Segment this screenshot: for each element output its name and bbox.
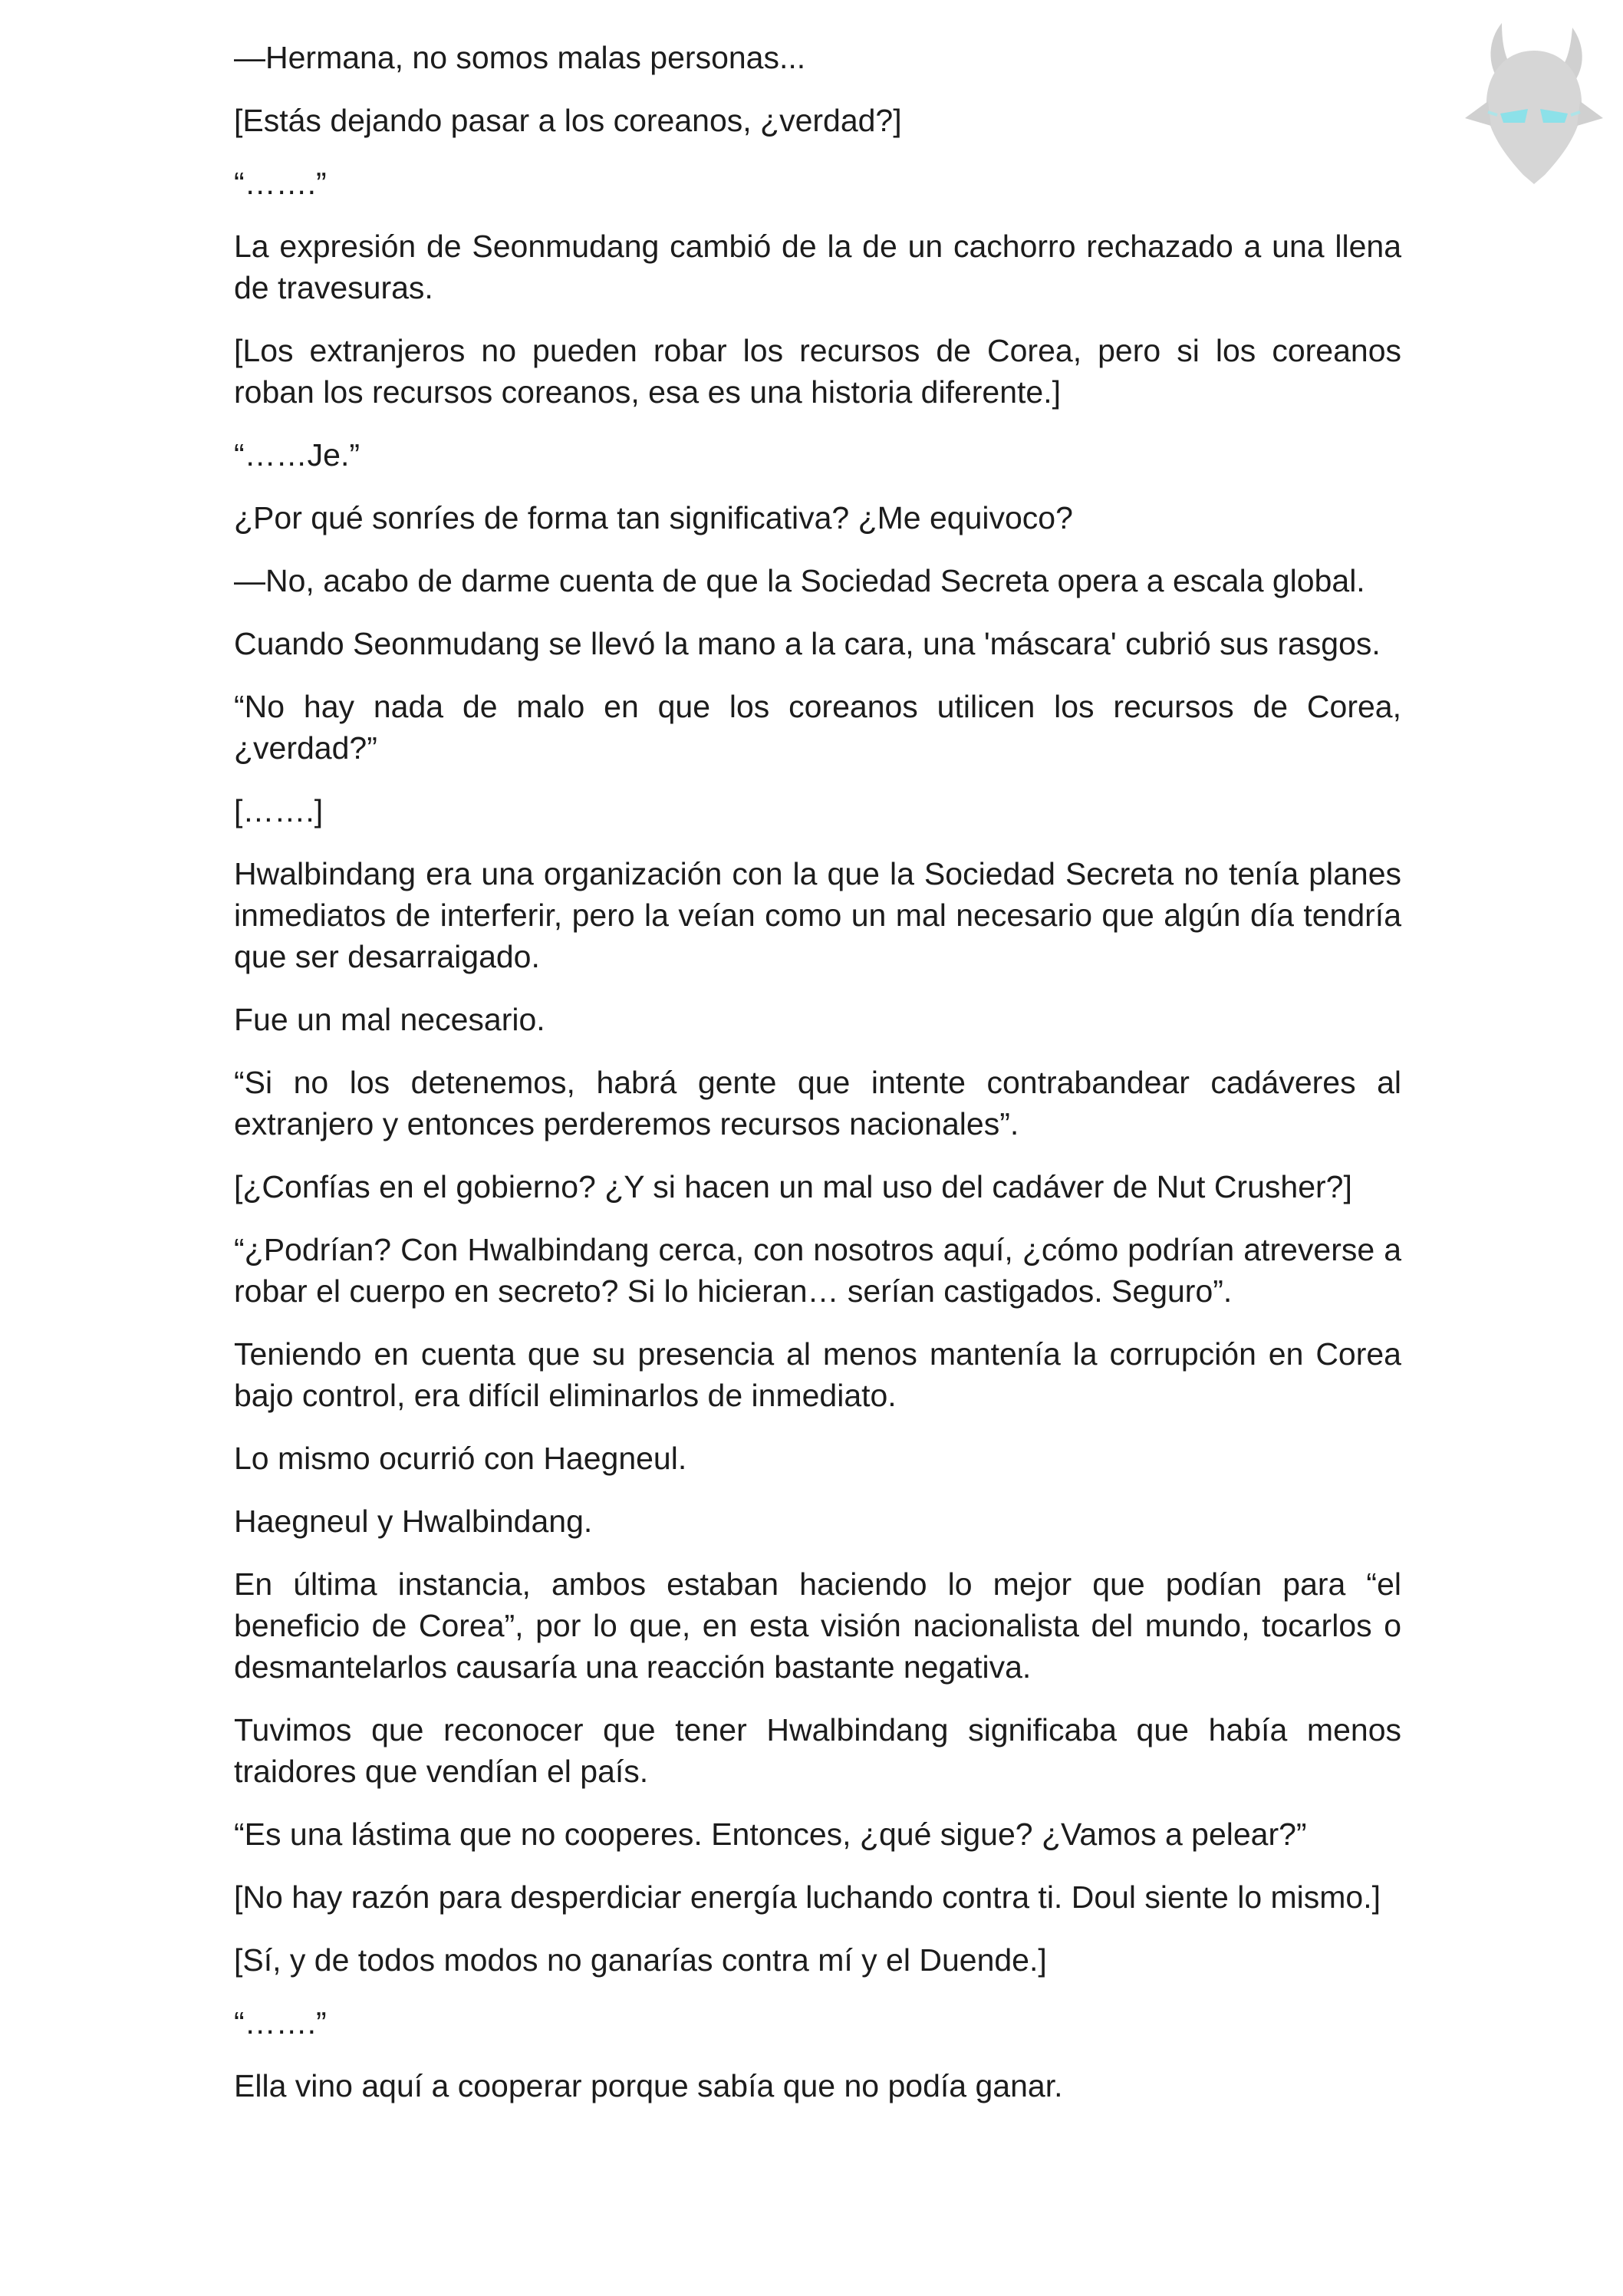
demon-watermark-icon xyxy=(1457,17,1611,186)
paragraph: […….] xyxy=(234,793,324,828)
paragraph: [¿Confías en el gobierno? ¿Y si hacen un mal uso del cadáver de Nut Crusher?] xyxy=(234,1169,1352,1204)
paragraph: “…….” xyxy=(234,166,327,201)
paragraph: [No hay razón para desperdiciar energía luchando contra ti. Doul siente lo mismo.] xyxy=(234,1879,1381,1915)
paragraph: “Es una lástima que no cooperes. Entonces, ¿qué sigue? ¿Vamos a pelear?” xyxy=(234,1817,1307,1852)
paragraph: La expresión de Seonmudang cambió de la de un cachorro rechazado a una llena de travesuras. xyxy=(234,229,1401,305)
left-ear-icon xyxy=(1465,101,1491,126)
paragraph: “¿Podrían? Con Hwalbindang cerca, con nosotros aquí, ¿cómo podrían atreverse a robar el cuerpo en secreto? Si lo hicieran… serían castigados. Seguro”. xyxy=(234,1232,1401,1309)
paragraph: [Los extranjeros no pueden robar los recursos de Corea, pero si los coreanos roban los recursos coreanos, esa es una historia diferente.] xyxy=(234,333,1401,410)
paragraph: “Si no los detenemos, habrá gente que intente contrabandear cadáveres al extranjero y entonces perderemos recursos nacionales”. xyxy=(234,1065,1401,1141)
paragraph: “…….” xyxy=(234,2005,327,2041)
paragraph: [Estás dejando pasar a los coreanos, ¿verdad?] xyxy=(234,103,902,138)
paragraph: Lo mismo ocurrió con Haegneul. xyxy=(234,1441,687,1476)
paragraph: Ella vino aquí a cooperar porque sabía que no podía ganar. xyxy=(234,2068,1063,2103)
paragraph: ¿Por qué sonríes de forma tan significativa? ¿Me equivoco? xyxy=(234,500,1073,535)
paragraph: “No hay nada de malo en que los coreanos utilicen los recursos de Corea, ¿verdad?” xyxy=(234,689,1401,766)
paragraph: Hwalbindang era una organización con la que la Sociedad Secreta no tenía planes inmediatos de interferir, pero la veían como un mal necesario que algún día tendría que ser desarraigado. xyxy=(234,856,1401,974)
paragraph: Haegneul y Hwalbindang. xyxy=(234,1504,593,1539)
right-ear-icon xyxy=(1577,101,1603,126)
paragraph: Cuando Seonmudang se llevó la mano a la cara, una 'máscara' cubrió sus rasgos. xyxy=(234,626,1381,661)
paragraph: “……Je.” xyxy=(234,437,360,473)
paragraph: Teniendo en cuenta que su presencia al menos mantenía la corrupción en Corea bajo control, era difícil eliminarlos de inmediato. xyxy=(234,1336,1401,1413)
paragraph: En última instancia, ambos estaban haciendo lo mejor que podían para “el beneficio de Corea”, por lo que, en esta visión nacionalista del mundo, tocarlos o desmantelarlos causaría una reacción bastante negativa. xyxy=(234,1566,1401,1685)
paragraph: —No, acabo de darme cuenta de que la Sociedad Secreta opera a escala global. xyxy=(234,563,1365,598)
paragraph: Tuvimos que reconocer que tener Hwalbindang significaba que había menos traidores que vendían el país. xyxy=(234,1712,1401,1789)
document-body xyxy=(234,37,1401,2128)
paragraph: Fue un mal necesario. xyxy=(234,1002,545,1037)
paragraph: —Hermana, no somos malas personas... xyxy=(234,40,806,75)
demon-head-icon xyxy=(1486,51,1582,184)
paragraph: [Sí, y de todos modos no ganarías contra mí y el Duende.] xyxy=(234,1942,1047,1978)
